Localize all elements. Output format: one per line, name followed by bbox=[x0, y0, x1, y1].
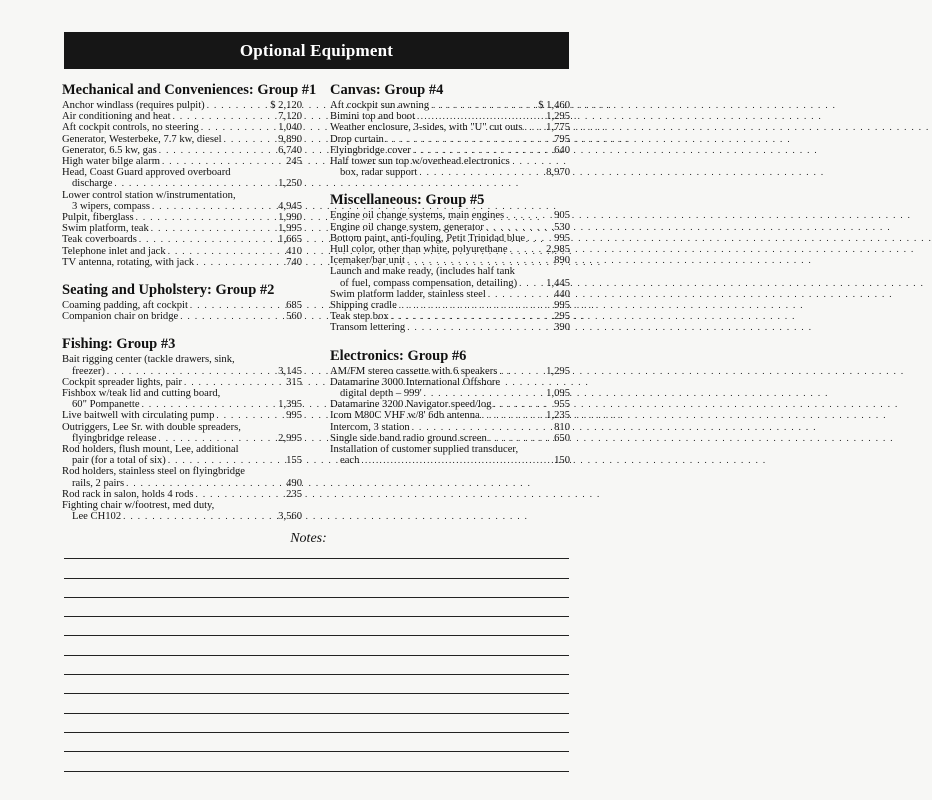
item-name: Aft cockpit sun awning bbox=[330, 100, 430, 111]
price-row bbox=[62, 212, 302, 223]
right-column bbox=[330, 82, 570, 480]
item-name: Fighting chair w/footrest, med duty, bbox=[62, 500, 215, 512]
item-name: Shipping cradle bbox=[330, 300, 397, 312]
item-price: 390 bbox=[554, 322, 570, 334]
item-name: Flyingbridge cover bbox=[330, 144, 411, 156]
price-row bbox=[62, 422, 302, 433]
price-row bbox=[62, 100, 302, 111]
price-row bbox=[62, 433, 302, 444]
price-row bbox=[330, 422, 570, 433]
item-name: Bait rigging center (tackle drawers, sink, bbox=[62, 354, 235, 366]
item-name: Swim platform, teak bbox=[62, 223, 149, 235]
item-price: 905 bbox=[554, 210, 570, 222]
dot-leader bbox=[386, 134, 536, 145]
item-name: TV antenna, rotating, with jack bbox=[62, 256, 195, 268]
item-price: 245 bbox=[286, 156, 302, 168]
item-price: 1,095 bbox=[546, 388, 570, 400]
price-row bbox=[62, 234, 302, 245]
dot-leader bbox=[412, 422, 536, 433]
item-price: 3,145 bbox=[278, 365, 302, 377]
dot-leader bbox=[407, 255, 536, 266]
price-row bbox=[330, 444, 570, 455]
item-price: 1,235 bbox=[546, 410, 570, 422]
item-name: flyingbridge release bbox=[72, 432, 157, 444]
price-row bbox=[62, 311, 302, 322]
price-row bbox=[330, 122, 570, 133]
section-mechanical-and-conveniences-group-1 bbox=[62, 82, 317, 268]
item-price: 235 bbox=[286, 488, 302, 500]
item-name: Outriggers, Lee Sr. with double spreaders, bbox=[62, 421, 241, 433]
item-name: Generator, 6.5 kw, gas bbox=[62, 144, 157, 156]
price-row bbox=[330, 455, 570, 466]
item-name: Aft cockpit controls, no steering bbox=[62, 122, 199, 134]
price-row bbox=[62, 444, 302, 455]
dot-leader bbox=[489, 433, 536, 444]
dot-leader bbox=[173, 111, 268, 122]
price-row bbox=[330, 289, 570, 300]
price-row bbox=[330, 322, 570, 333]
item-name: Fishbox w/teak lid and cutting board, bbox=[62, 388, 221, 400]
item-name: Rod rack in salon, holds 4 rods bbox=[62, 488, 194, 500]
price-row bbox=[330, 210, 570, 221]
price-row bbox=[62, 223, 302, 234]
dot-leader bbox=[114, 178, 268, 189]
dot-leader bbox=[499, 366, 536, 377]
notes-rule-line bbox=[64, 752, 569, 771]
item-name: Icom M80C VHF w/8' 6db antenna bbox=[330, 410, 480, 422]
item-name: Air conditioning and heat bbox=[62, 111, 171, 123]
item-name: AM/FM stereo cassette with 6 speakers bbox=[330, 365, 498, 377]
item-name: Intercom, 3 station bbox=[330, 421, 410, 433]
item-name: Rod holders, stainless steel on flyingbridge bbox=[62, 466, 246, 478]
section-heading: Mechanical and Conveniences: Group #1 bbox=[62, 82, 317, 98]
item-price: 440 bbox=[554, 288, 570, 300]
dot-leader bbox=[525, 122, 536, 133]
item-price: 3,560 bbox=[278, 511, 302, 523]
dot-leader bbox=[136, 212, 268, 223]
price-row bbox=[62, 466, 302, 477]
price-row bbox=[62, 478, 302, 489]
dot-leader bbox=[527, 233, 536, 244]
price-row bbox=[330, 222, 570, 233]
price-row bbox=[330, 377, 570, 388]
item-price: 8,970 bbox=[546, 167, 570, 179]
notes-rule-line bbox=[64, 598, 569, 617]
dot-leader bbox=[184, 377, 268, 388]
price-row bbox=[62, 257, 302, 268]
notes-rule-line bbox=[64, 636, 569, 655]
notes-rule-line bbox=[64, 714, 569, 733]
item-price: $ 2,120 bbox=[270, 100, 302, 111]
item-name: High water bilge alarm bbox=[62, 156, 160, 168]
item-name: box, radar support bbox=[340, 167, 418, 179]
dot-leader bbox=[399, 300, 536, 311]
item-price: $ 1,460 bbox=[538, 100, 570, 111]
dot-leader bbox=[196, 257, 268, 268]
price-row bbox=[62, 388, 302, 399]
price-row bbox=[62, 134, 302, 145]
price-row bbox=[330, 311, 570, 322]
page-title-banner bbox=[64, 32, 569, 69]
dot-leader bbox=[407, 322, 536, 333]
item-price: 1,665 bbox=[278, 234, 302, 246]
item-name: pair (for a total of six) bbox=[72, 455, 166, 467]
price-row bbox=[62, 178, 302, 189]
item-name: rails, 2 pairs bbox=[72, 477, 125, 489]
item-name: Lee CH102 bbox=[72, 511, 122, 523]
item-price: 7,120 bbox=[278, 111, 302, 123]
notes-rule-line bbox=[64, 733, 569, 752]
item-name: discharge bbox=[72, 178, 113, 190]
item-name: 60" Pompanette bbox=[72, 399, 140, 411]
item-price: 2,985 bbox=[546, 244, 570, 256]
price-row bbox=[62, 111, 302, 122]
dot-leader bbox=[159, 145, 268, 156]
dot-leader bbox=[158, 433, 268, 444]
item-price: 995 bbox=[554, 300, 570, 312]
dot-leader bbox=[224, 134, 268, 145]
item-price: 650 bbox=[554, 432, 570, 444]
dot-leader bbox=[494, 399, 536, 410]
price-row bbox=[62, 377, 302, 388]
item-price: 155 bbox=[286, 455, 302, 467]
item-name: Head, Coast Guard approved overboard bbox=[62, 167, 231, 179]
item-price: 1,250 bbox=[278, 178, 302, 190]
item-price: 1,395 bbox=[278, 399, 302, 411]
dot-leader bbox=[107, 366, 268, 377]
item-price: 1,775 bbox=[546, 122, 570, 134]
price-row bbox=[62, 455, 302, 466]
item-price: 560 bbox=[286, 311, 302, 323]
notes-rule-line bbox=[64, 579, 569, 598]
price-row bbox=[330, 255, 570, 266]
notes-rule-line bbox=[64, 694, 569, 713]
item-name: Bottom paint, anti-fouling, Petit Trinidad blue bbox=[330, 232, 526, 244]
item-price: 1,995 bbox=[278, 223, 302, 235]
notes-heading: Notes: bbox=[290, 531, 327, 546]
item-name: Live baitwell with circulating pump bbox=[62, 410, 215, 422]
item-price: 1,295 bbox=[546, 111, 570, 123]
item-name: Hull color, other than white, polyurethane bbox=[330, 244, 508, 256]
dot-leader bbox=[488, 289, 536, 300]
left-column bbox=[62, 82, 317, 537]
item-price: 1,445 bbox=[546, 277, 570, 289]
price-row bbox=[62, 122, 302, 133]
section-heading: Canvas: Group #4 bbox=[330, 82, 444, 98]
price-row bbox=[330, 266, 570, 277]
item-price: 995 bbox=[286, 410, 302, 422]
dot-leader bbox=[519, 278, 536, 289]
price-row bbox=[62, 410, 302, 421]
item-name: Datamarine 3000 International Offshore bbox=[330, 376, 501, 388]
item-price: 995 bbox=[554, 232, 570, 244]
item-price: 890 bbox=[554, 255, 570, 267]
price-row bbox=[62, 246, 302, 257]
price-row bbox=[62, 145, 302, 156]
item-price: 2,995 bbox=[278, 432, 302, 444]
item-name: Half tower sun top w/overhead electronics bbox=[330, 156, 510, 168]
item-price: 740 bbox=[286, 256, 302, 268]
item-name: Datamarine 3200 Navigator speed/log bbox=[330, 399, 492, 411]
item-name: Single side band radio ground screen bbox=[330, 432, 487, 444]
dot-leader bbox=[168, 455, 268, 466]
price-row bbox=[330, 233, 570, 244]
price-row bbox=[330, 156, 570, 167]
price-row bbox=[62, 300, 302, 311]
dot-leader bbox=[419, 167, 536, 178]
price-row bbox=[62, 366, 302, 377]
notes-rule-line bbox=[64, 675, 569, 694]
item-name: Companion chair on bridge bbox=[62, 311, 179, 323]
dot-leader bbox=[482, 410, 536, 421]
section-heading: Seating and Upholstery: Group #2 bbox=[62, 282, 275, 299]
price-row bbox=[330, 278, 570, 289]
price-row bbox=[62, 167, 302, 178]
dot-leader bbox=[180, 311, 268, 322]
item-price: 4,945 bbox=[278, 200, 302, 212]
dot-leader bbox=[151, 223, 268, 234]
section-fishing-group-3 bbox=[62, 336, 302, 522]
dot-leader bbox=[139, 234, 268, 245]
item-name: Weather enclosure, 3-sides, with "U" cut outs bbox=[330, 122, 523, 134]
item-price: 150 bbox=[554, 455, 570, 467]
price-row bbox=[330, 433, 570, 444]
item-name: Cockpit spreader lights, pair bbox=[62, 376, 183, 388]
dot-leader bbox=[207, 100, 268, 111]
price-row bbox=[62, 399, 302, 410]
price-row bbox=[330, 410, 570, 421]
notes-rule-line bbox=[64, 656, 569, 675]
item-price: 1,040 bbox=[278, 122, 302, 134]
item-name: Teak step box bbox=[330, 311, 389, 323]
price-row bbox=[330, 399, 570, 410]
price-row bbox=[330, 366, 570, 377]
item-price: 810 bbox=[554, 421, 570, 433]
item-price: 490 bbox=[286, 477, 302, 489]
item-name: freezer) bbox=[72, 365, 105, 377]
dot-leader bbox=[196, 489, 268, 500]
notes-lines bbox=[64, 540, 569, 772]
item-name: Teak coverboards bbox=[62, 234, 137, 246]
item-name: Pulpit, fiberglass bbox=[62, 212, 134, 224]
dot-leader bbox=[431, 100, 536, 111]
item-price: 1,990 bbox=[278, 212, 302, 224]
price-row bbox=[62, 156, 302, 167]
item-name: Rod holders, flush mount, Lee, additional bbox=[62, 444, 239, 456]
item-name: Bimini top and boot bbox=[330, 111, 416, 123]
price-row bbox=[330, 300, 570, 311]
item-price: 410 bbox=[286, 245, 302, 257]
item-price: 530 bbox=[554, 221, 570, 233]
section-heading: Miscellaneous: Group #5 bbox=[330, 192, 485, 209]
item-price: 795 bbox=[554, 133, 570, 145]
item-name: Engine oil change systems, main engines bbox=[330, 210, 505, 222]
dot-leader bbox=[413, 145, 536, 156]
section-canvas-group-4 bbox=[330, 82, 570, 178]
item-name: digital depth – 999' bbox=[340, 388, 422, 400]
dot-leader bbox=[123, 511, 268, 522]
dot-leader bbox=[417, 111, 536, 122]
price-row bbox=[330, 244, 570, 255]
dot-leader bbox=[510, 244, 536, 255]
item-name: Icemaker/bar unit bbox=[330, 255, 405, 267]
item-price: 9,890 bbox=[278, 133, 302, 145]
item-name: Anchor windlass (requires pulpit) bbox=[62, 100, 205, 111]
section-seating-and-upholstery-group-2 bbox=[62, 282, 302, 322]
item-price: 295 bbox=[554, 311, 570, 323]
dot-leader bbox=[424, 388, 536, 399]
item-name: Swim platform ladder, stainless steel bbox=[330, 288, 486, 300]
dot-leader bbox=[361, 455, 536, 466]
item-price: 1,295 bbox=[546, 365, 570, 377]
item-name: 3 wipers, compass bbox=[72, 200, 150, 212]
dot-leader bbox=[506, 210, 536, 221]
price-row bbox=[330, 100, 570, 111]
item-name: Generator, Westerbeke, 7.7 kw, diesel bbox=[62, 133, 222, 145]
item-price: 6,740 bbox=[278, 144, 302, 156]
item-price: 315 bbox=[286, 376, 302, 388]
price-row bbox=[62, 489, 302, 500]
item-price: 955 bbox=[554, 399, 570, 411]
dot-leader bbox=[142, 399, 268, 410]
dot-leader bbox=[216, 410, 268, 421]
notes-rule-line bbox=[64, 540, 569, 559]
item-name: Coaming padding, aft cockpit bbox=[62, 300, 188, 312]
item-name: of fuel, compass compensation, detailing) bbox=[340, 277, 518, 289]
dot-leader bbox=[201, 122, 268, 133]
price-row bbox=[62, 190, 302, 201]
dot-leader bbox=[152, 201, 268, 212]
dot-leader bbox=[190, 300, 268, 311]
section-heading: Fishing: Group #3 bbox=[62, 336, 176, 353]
price-row bbox=[330, 388, 570, 399]
price-row bbox=[62, 500, 302, 511]
dot-leader bbox=[168, 246, 268, 257]
price-row bbox=[62, 201, 302, 212]
price-row bbox=[330, 167, 570, 178]
section-heading: Electronics: Group #6 bbox=[330, 347, 467, 364]
item-name: Drop curtain bbox=[330, 133, 384, 145]
price-row bbox=[62, 511, 302, 522]
item-name: Lower control station w/instrumentation, bbox=[62, 189, 236, 201]
dot-leader bbox=[486, 222, 536, 233]
page-title: Optional Equipment bbox=[239, 40, 394, 60]
dot-leader bbox=[126, 478, 268, 489]
section-electronics-group-6 bbox=[330, 348, 570, 467]
item-name: Telephone inlet and jack bbox=[62, 245, 166, 257]
item-name: Transom lettering bbox=[330, 322, 406, 334]
notes-rule-line bbox=[64, 559, 569, 578]
item-price: 685 bbox=[286, 300, 302, 312]
item-name: Launch and make ready, (includes half tank bbox=[330, 266, 515, 278]
dot-leader bbox=[162, 156, 268, 167]
dot-leader bbox=[391, 311, 536, 322]
notes-rule-line bbox=[64, 617, 569, 636]
item-name: Engine oil change system, generator bbox=[330, 221, 484, 233]
price-row bbox=[330, 134, 570, 145]
section-miscellaneous-group-5 bbox=[330, 192, 570, 333]
item-price: 640 bbox=[554, 144, 570, 156]
price-row bbox=[330, 145, 570, 156]
item-name: Installation of customer supplied transducer, bbox=[330, 444, 519, 456]
price-row bbox=[330, 111, 570, 122]
item-name: each bbox=[340, 455, 360, 467]
price-row bbox=[62, 354, 302, 365]
